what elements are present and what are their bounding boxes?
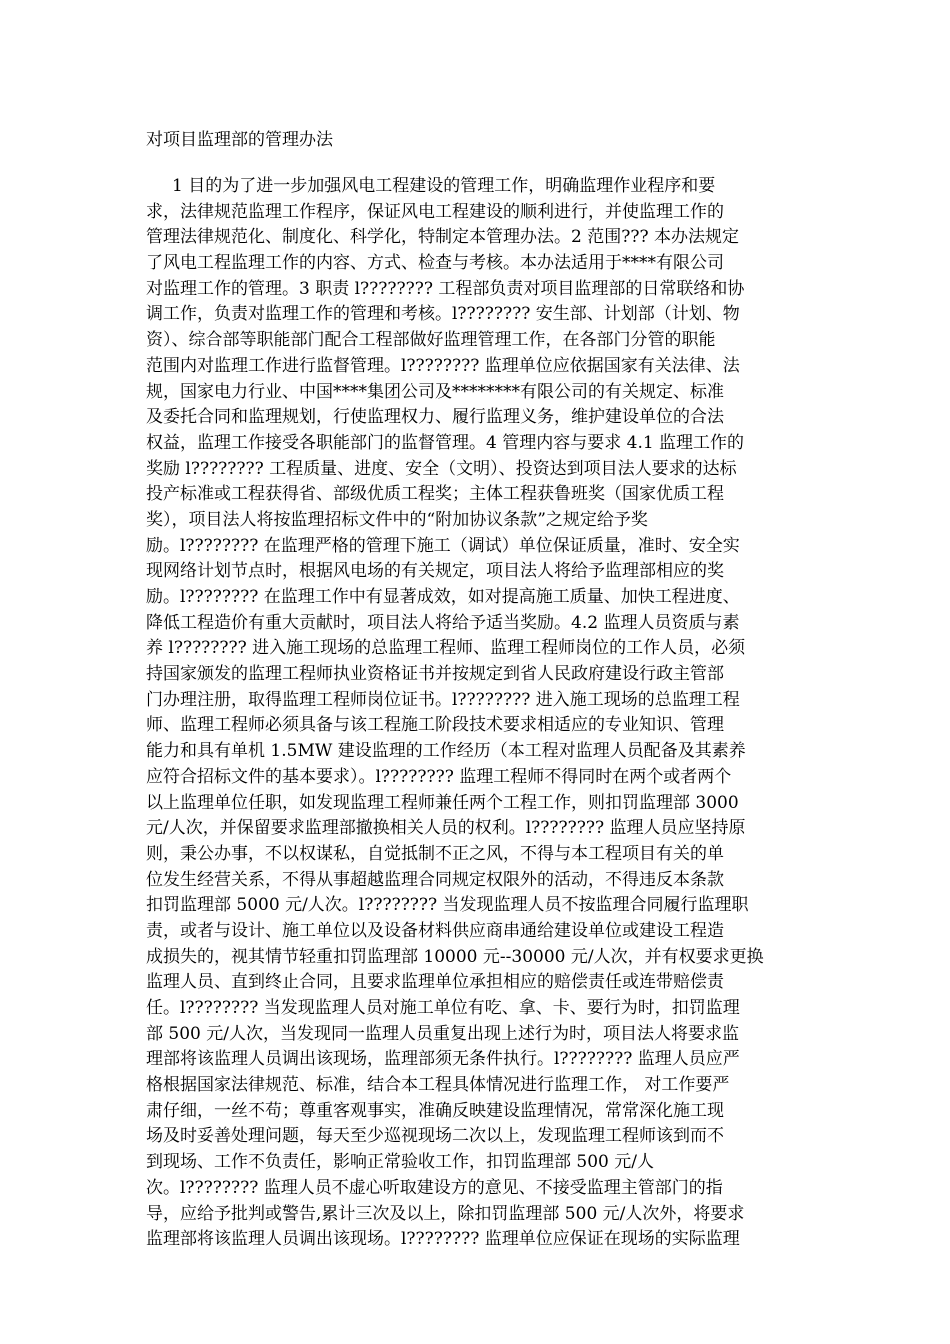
paragraph-line: 奖励 l???????? 工程质量、进度、安全（文明）、投资达到项目法人要求的达标 (146, 458, 737, 479)
paragraph-line: 权益，监理工作接受各职能部门的监督管理。4 管理内容与要求 4.1 监理工作的 (146, 432, 745, 453)
paragraph-line: 现网络计划节点时，根据风电场的有关规定，项目法人将给予监理部相应的奖 (146, 561, 724, 582)
document-body (146, 174, 811, 1253)
paragraph-line: 责，或者与设计、施工单位以及设备材料供应商串通给建设单位或建设工程造 (146, 920, 724, 941)
paragraph-line: 元/人次，并保留要求监理部撤换相关人员的权利。l???????? 监理人员应坚持原 (146, 818, 746, 839)
paragraph-line: 能力和具有单机 1.5MW 建设监理的工作经历（本工程对监理人员配备及其素养 (146, 741, 746, 762)
paragraph-line: 任。l???????? 当发现监理人员对施工单位有吃、拿、卡、要行为时，扣罚监理 (146, 998, 740, 1018)
paragraph-line: 门办理注册，取得监理工程师岗位证书。l???????? 进入施工现场的总监理工程 (146, 689, 740, 710)
document-title: 对项目监理部的管理办法 (146, 130, 333, 150)
paragraph-line: 监理部将该监理人员调出该现场。l???????? 监理单位应保证在现场的实际监理 (146, 1229, 740, 1250)
paragraph-line: 部 500 元/人次，当发现同一监理人员重复出现上述行为时，项目法人将要求监 (146, 1023, 739, 1044)
paragraph-line: 奖），项目法人将按监理招标文件中的“附加协议条款”之规定给予奖 (146, 509, 648, 530)
paragraph-line: 资）、综合部等职能部门配合工程部做好监理管理工作，在各部门分管的职能 (146, 330, 716, 351)
paragraph-line: 投产标准或工程获得省、部级优质工程奖；主体工程获鲁班奖（国家优质工程 (146, 484, 724, 505)
paragraph-line: 调工作，负责对监理工作的管理和考核。l???????? 安生部、计划部（计划、物 (146, 304, 740, 325)
paragraph-line: 养 l???????? 进入施工现场的总监理工程师、监理工程师岗位的工作人员，必须 (146, 638, 746, 659)
paragraph-line: 励。l???????? 在监理严格的管理下施工（调试）单位保证质量，准时、安全实 (146, 535, 740, 556)
paragraph-line: 理部将该监理人员调出该现场，监理部须无条件执行。l???????? 监理人员应严 (146, 1049, 740, 1070)
paragraph-line: 励。l???????? 在监理工作中有显著成效，如对提高施工质量、加快工程进度、 (146, 587, 740, 607)
paragraph-line: 导，应给予批判或警告,累计三次及以上，除扣罚监理部 500 元/人次外，将要求 (146, 1203, 745, 1224)
paragraph-line: 降低工程造价有重大贡献时，项目法人将给予适当奖励。4.2 监理人员资质与素 (146, 612, 740, 633)
paragraph-line: 成损失的，视其情节轻重扣罚监理部 10000 元--30000 元/人次，并有权要求更换 (146, 946, 764, 967)
paragraph-line: 师、监理工程师必须具备与该工程施工阶段技术要求相适应的专业知识、管理 (146, 715, 724, 736)
paragraph-line: 求，法律规范监理工作程序，保证风电工程建设的顺利进行，并使监理工作的 (146, 201, 724, 222)
paragraph-line: 应符合招标文件的基本要求）。l???????? 监理工程师不得同时在两个或者两个 (146, 766, 732, 787)
paragraph-line: 范围内对监理工作进行监督管理。l???????? 监理单位应依据国家有关法律、法 (146, 355, 740, 376)
paragraph-line: 规，国家电力行业、中国****集团公司及********有限公司的有关规定、标准 (146, 381, 724, 402)
paragraph-line: 1 目的为了进一步加强风电工程建设的管理工作，明确监理作业程序和要 (172, 176, 716, 196)
paragraph-line: 肃仔细，一丝不苟；尊重客观事实，准确反映建设监理情况，常常深化施工现 (146, 1100, 724, 1121)
paragraph-line: 了风电工程监理工作的内容、方式、检查与考核。本办法适用于****有限公司 (146, 253, 724, 274)
paragraph-line: 以上监理单位任职，如发现监理工程师兼任两个工程工作，则扣罚监理部 3000 (146, 792, 739, 813)
paragraph-line: 场及时妥善处理问题，每天至少巡视现场二次以上，发现监理工程师该到而不 (146, 1126, 724, 1147)
paragraph-line: 管理法律规范化、制度化、科学化，特制定本管理办法。2 范围??? 本办法规定 (146, 227, 739, 248)
paragraph-line: 对监理工作的管理。3 职责 l???????? 工程部负责对项目监理部的日常联络和协 (146, 278, 745, 299)
paragraph-line: 监理人员、直到终止合同，且要求监理单位承担相应的赔偿责任或连带赔偿责 (146, 972, 724, 993)
paragraph-line: 格根据国家法律规范、标准，结合本工程具体情况进行监理工作， 对工作要严 (146, 1075, 730, 1096)
paragraph-line: 位发生经营关系，不得从事超越监理合同规定权限外的活动，不得违反本条款 (146, 869, 724, 890)
paragraph-line: 扣罚监理部 5000 元/人次。l???????? 当发现监理人员不按监理合同履行监理职 (146, 895, 749, 916)
paragraph-line: 到现场、工作不负责任，影响正常验收工作，扣罚监理部 500 元/人 (146, 1152, 654, 1173)
paragraph-line: 次。l???????? 监理人员不虚心听取建设方的意见、不接受监理主管部门的指 (146, 1177, 723, 1198)
paragraph-line: 持国家颁发的监理工程师执业资格证书并按规定到省人民政府建设行政主管部 (146, 664, 724, 685)
paragraph-line: 则，秉公办事，不以权谋私，自觉抵制不正之风，不得与本工程项目有关的单 (146, 843, 724, 864)
paragraph-line: 及委托合同和监理规划，行使监理权力、履行监理义务，维护建设单位的合法 (146, 407, 724, 428)
